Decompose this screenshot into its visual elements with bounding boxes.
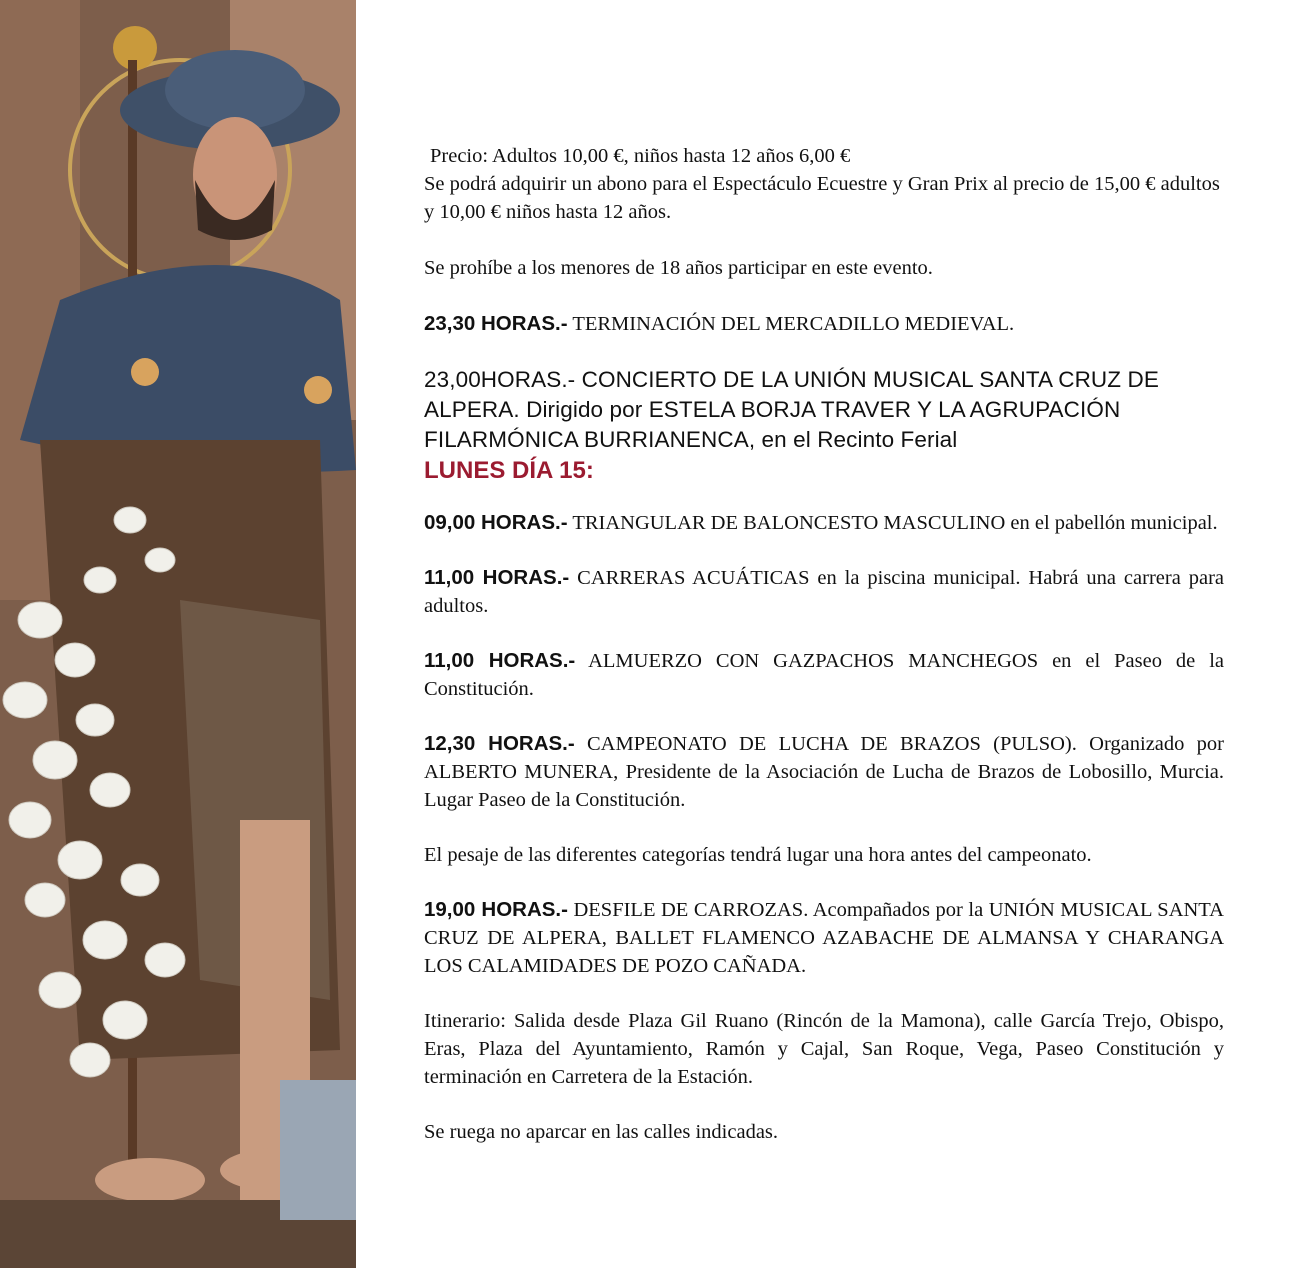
event-text: DESFILE DE CARROZAS. Acompañados por la UNIÓN MUSICAL SANTA CRUZ DE ALPERA, BALLET FLAMENCO AZABACHE DE ALMANSA Y CHARANGA LOS CALAMIDADES DE POZO CAÑADA.: [424, 899, 1224, 977]
saint-statue-photo: [0, 0, 356, 1268]
itinerary: Itinerario: Salida desde Plaza Gil Ruano (Rincón de la Mamona), calle García Trejo, Obispo, Eras, Plaza del Ayuntamiento, Ramón y Cajal, San Roque, Vega, Paseo Constitución y terminación en Carretera de la Estación.: [424, 1010, 1224, 1088]
event-time: 19,00 HORAS.-: [424, 898, 568, 921]
event-text: CARRERAS ACUÁTICAS en la piscina municipal. Habrá una carrera para adultos.: [424, 567, 1224, 617]
event-basketball: [424, 509, 1224, 537]
event-swimming: [424, 564, 1224, 620]
market-event: [424, 310, 1224, 338]
event-text: TERMINACIÓN DEL MERCADILLO MEDIEVAL.: [567, 313, 1015, 335]
weigh-in-note: El pesaje de las diferentes categorías tendrá lugar una hora antes del campeonato.: [424, 844, 1092, 866]
minors-notice: Se prohíbe a los menores de 18 años participar en este evento.: [424, 257, 933, 279]
program-text: [424, 142, 1224, 1146]
event-text: TRIANGULAR DE BALONCESTO MASCULINO en el pabellón municipal.: [567, 512, 1218, 534]
price-line: Precio: Adultos 10,00 €, niños hasta 12 años 6,00 €: [430, 145, 851, 167]
parking-note: Se ruega no aparcar en las calles indicadas.: [424, 1121, 779, 1143]
event-text: CAMPEONATO DE LUCHA DE BRAZOS (PULSO). Organizado por ALBERTO MUNERA, Presidente de la Asociación de Lucha de Brazos de Lobosillo, Murcia. Lugar Paseo de la Constitución.: [424, 733, 1224, 811]
event-time: 23,30 HORAS.-: [424, 312, 568, 335]
event-arm-wrestling: [424, 730, 1224, 814]
event-time: 12,30 HORAS.-: [424, 732, 575, 755]
event-time: 11,00 HORAS.-: [424, 649, 576, 672]
event-parade: [424, 896, 1224, 980]
concert-event: 23,00HORAS.- CONCIERTO DE LA UNIÓN MUSICAL SANTA CRUZ DE ALPERA. Dirigido por ESTELA BORJA TRAVER Y LA AGRUPACIÓN FILARMÓNICA BURRIANENCA, en el Recinto Ferial: [424, 367, 1159, 452]
event-lunch: [424, 647, 1224, 703]
event-time: 11,00 HORAS.-: [424, 566, 570, 589]
event-time: 09,00 HORAS.-: [424, 511, 568, 534]
season-pass-text: Se podrá adquirir un abono para el Espectáculo Ecuestre y Gran Prix al precio de 15,00 € adultos y 10,00 € niños hasta 12 años.: [424, 173, 1220, 223]
event-text: ALMUERZO CON GAZPACHOS MANCHEGOS en el Paseo de la Constitución.: [424, 650, 1225, 700]
day-heading: LUNES DÍA 15:: [424, 457, 594, 484]
